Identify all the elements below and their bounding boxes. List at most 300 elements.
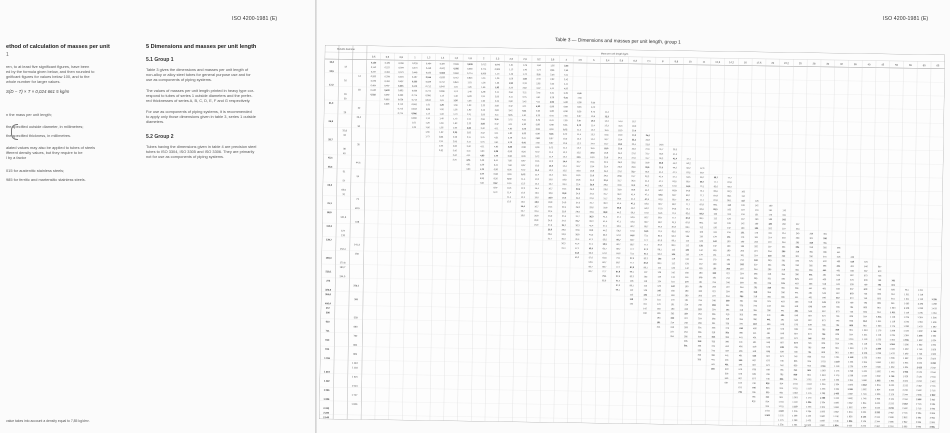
mass-value-cell: 961 (849, 329, 853, 332)
mass-value-cell: 1 118 (848, 357, 854, 360)
mass-value-cell: 33,9 (645, 166, 650, 170)
mass-value-cell: 202 (712, 286, 716, 289)
mass-value-cell: 60,7 (672, 199, 677, 202)
mass-value-cell: 1 175 (903, 307, 910, 310)
mass-value-cell: 53,5 (630, 216, 635, 219)
outside-diameter-cell: 54 (356, 176, 360, 179)
mass-value-cell: 0,660 (467, 68, 473, 71)
mass-value-cell: 227 (726, 286, 730, 289)
outside-diameter-cell: 368 (354, 299, 358, 302)
mass-value-cell: 1,01 (509, 64, 514, 67)
outside-diameter-cell: 1 219 (323, 371, 330, 374)
mass-value-cell: 18,0 (604, 148, 609, 151)
thickness-header-cell: 6,3 (633, 59, 637, 63)
mass-value-cell: 518 (766, 328, 771, 331)
mass-value-cell: 0,487 (412, 76, 418, 79)
mass-value-cell: 38,8 (631, 189, 636, 192)
para-line: ed by the formula given below, and then rounded to (6, 69, 95, 75)
mass-value-cell: 1 506 (847, 388, 853, 391)
outside-diameter-cell: 1 321 (351, 376, 358, 379)
mass-value-cell: 36,3 (659, 158, 664, 161)
mass-value-cell: 285 (781, 251, 786, 254)
mass-value-cell: 301 (698, 327, 702, 330)
mass-value-cell: 269 (795, 237, 800, 240)
mass-value-cell: 60,7 (644, 217, 649, 220)
mass-value-cell: 607 (738, 378, 743, 381)
mass-value-cell: 2,33 (494, 100, 499, 103)
mass-value-cell: 1,73 (522, 73, 527, 76)
mass-value-cell: 240 (795, 233, 800, 236)
mass-value-cell: 22,4 (548, 211, 553, 214)
mass-value-cell: 518 (822, 283, 827, 286)
mass-value-cell: 31,7 (617, 180, 622, 183)
mass-value-cell: 1,92 (481, 100, 486, 103)
mass-value-cell: 126 (727, 222, 731, 225)
mass-value-cell: 491 (724, 364, 729, 367)
outside-diameter-cell: 2 032 (323, 408, 330, 411)
mass-value-cell: 33,9 (645, 162, 650, 165)
mass-value-cell: 151 (699, 258, 703, 262)
mass-value-cell: 1 506 (917, 335, 923, 338)
outside-diameter-cell: 1 930 (351, 403, 358, 406)
mass-value-cell: 214 (698, 299, 702, 303)
mass-value-cell: 12,3 (520, 187, 526, 190)
mass-value-cell: 1,26 (495, 78, 500, 81)
mass-value-cell: 82,6 (615, 275, 621, 278)
mass-value-cell: 2,11 (495, 91, 499, 94)
mass-value-cell: 11,4 (549, 151, 554, 154)
mass-value-cell: 518 (752, 346, 757, 349)
mass-value-cell: 518 (752, 350, 757, 353)
thickness-header-cell: 11 (702, 60, 706, 64)
mass-value-cell: 105 (643, 276, 648, 279)
mass-value-cell: 1 433 (903, 330, 909, 333)
mass-value-cell: 18,0 (590, 156, 595, 160)
mass-value-cell: 4,51 (522, 119, 527, 122)
mass-value-cell: 2,82 (494, 105, 499, 108)
mass-value-cell: 1 298 (792, 415, 798, 418)
mass-value-cell: 24,0 (534, 224, 539, 227)
mass-value-cell: 31,7 (547, 238, 552, 241)
mass-value-cell: 82,6 (713, 186, 718, 189)
mass-value-cell: 0,843 (411, 108, 417, 111)
mass-value-cell: 87,8 (643, 262, 648, 265)
mass-value-cell: 126 (741, 204, 745, 207)
mass-value-cell: 19,4 (590, 161, 595, 164)
mass-value-cell: 29,6 (659, 144, 664, 147)
mass-value-cell: 22,4 (576, 188, 581, 191)
mass-value-cell: 53,5 (588, 261, 593, 264)
outside-diameter-cell: 298,5 (353, 285, 360, 288)
mass-value-cell: 785 (891, 280, 895, 283)
mass-value-cell: 4,51 (522, 114, 527, 117)
outside-diameter-cell: 219,1 (325, 271, 332, 274)
mass-value-cell: 227 (670, 331, 674, 334)
mass-value-cell: 1 011 (792, 383, 798, 386)
running-head-left: ISO 4200-1981 (E) (232, 16, 278, 22)
mass-value-cell: 1,92 (439, 131, 444, 134)
mass-value-cell: 1,26 (467, 86, 472, 89)
mass-value-cell: 961 (779, 392, 784, 395)
mass-value-cell: 0,628 (467, 63, 473, 66)
mass-value-cell: 1 582 (819, 415, 825, 418)
mass-value-cell: 961 (891, 302, 895, 306)
mass-value-cell: 2 716 (930, 390, 936, 393)
mass-value-cell: 285 (795, 242, 800, 245)
mass-value-cell: 1 662 (917, 344, 923, 347)
mass-value-cell: 68,7 (658, 217, 663, 220)
mass-value-cell: 8,97 (549, 142, 554, 145)
mass-value-cell: 20,8 (604, 157, 609, 160)
mass-value-cell: 1,13 (425, 113, 430, 116)
mass-value-cell: 191 (768, 232, 772, 235)
mass-value-cell: 16,7 (604, 143, 609, 146)
mass-value-cell: 2 852 (902, 421, 908, 424)
mass-value-cell: 2 023 (916, 367, 922, 370)
mass-value-cell: 746 (807, 338, 812, 341)
mass-value-cell: 44,2 (672, 167, 677, 170)
mass-value-cell: 269 (753, 278, 758, 281)
mass-value-cell: 1 063 (792, 397, 798, 400)
mass-value-cell: 0,448 (412, 72, 418, 75)
mass-value-cell: 15,5 (604, 129, 609, 132)
mass-value-cell: 60,7 (602, 261, 607, 265)
mass-value-cell: 2,33 (480, 105, 486, 108)
mass-value-cell: 2 023 (916, 362, 923, 365)
mass-value-cell: 546 (836, 288, 840, 291)
mass-value-cell: 2 462 (888, 412, 894, 415)
mass-value-cell: 68,7 (672, 203, 677, 206)
thickness-header-cell: 14,2 (729, 61, 734, 65)
mass-value-cell: 87,8 (685, 222, 690, 225)
mass-value-cell: 1 364 (917, 321, 923, 324)
mass-value-cell: 180 (726, 250, 731, 253)
mass-value-cell: 2 716 (916, 408, 922, 411)
mass-value-cell: 1 662 (861, 384, 867, 387)
mass-value-cell: 1 926 (874, 398, 881, 401)
mass-value-cell: 99,1 (629, 285, 634, 288)
para-line: The values of masses per unit length printed in heavy type cor- (146, 88, 255, 93)
mass-value-cell: 93,3 (713, 209, 718, 212)
mass-value-cell: 355 (767, 291, 771, 294)
mass-value-cell: 2 995 (929, 412, 936, 416)
mass-value-cell: 53,5 (644, 203, 649, 206)
mass-value-cell: 491 (808, 297, 813, 300)
mass-value-cell: 202 (726, 268, 730, 271)
mass-value-cell: 227 (768, 246, 772, 249)
mass-value-cell: 1 298 (847, 375, 854, 378)
running-head-right: ISO 4200-1981 (E) (883, 16, 929, 22)
mass-value-cell: 1 834 (889, 380, 895, 383)
mass-value-cell: 418 (822, 260, 827, 263)
outside-diameter-cell: 42,4 (327, 157, 333, 160)
mass-value-cell: 4,93 (480, 155, 485, 158)
mass-value-cell: 0,555 (384, 99, 390, 102)
mass-value-cell: 24,0 (575, 197, 580, 200)
mass-value-cell: 1,92 (550, 65, 555, 68)
mass-value-cell: 1 011 (778, 401, 784, 404)
mass-value-cell: 9,72 (493, 191, 498, 194)
mass-value-cell: 10,5 (562, 142, 568, 145)
thickness-header-cell: 4,5 (578, 58, 582, 62)
mass-value-cell: 826 (765, 383, 770, 386)
mass-value-cell: 2,82 (452, 145, 457, 148)
mass-value-cell: 607 (836, 297, 840, 300)
mass-value-cell: 5,88 (535, 124, 540, 127)
mass-value-cell: 3,11 (494, 119, 499, 122)
mass-value-cell: 126 (685, 263, 689, 266)
mass-value-cell: 4,51 (466, 159, 471, 162)
mass-value-cell: 25,8 (617, 161, 622, 165)
mass-value-cell: 53,5 (658, 199, 663, 202)
mass-value-cell: 3,42 (550, 83, 555, 86)
mass-value-cell: 202 (754, 241, 758, 244)
mass-value-cell: 99,1 (699, 217, 704, 221)
mass-value-cell: 673 (877, 270, 882, 273)
mass-value-cell: 1 834 (930, 340, 937, 343)
mass-value-cell: 2 232 (902, 385, 908, 388)
mass-value-cell: 7,60 (563, 120, 568, 123)
mass-value-cell: 27,6 (561, 215, 566, 218)
mass-value-cell: 142 (685, 267, 689, 270)
mass-value-cell: 15,5 (576, 152, 581, 155)
mass-value-cell: 0,522 (370, 94, 376, 97)
mass-value-cell: 2,56 (550, 74, 555, 77)
footnote: value takes into account a density equal to 7,85 kg/dm³. (6, 419, 90, 423)
mass-value-cell: 19,4 (618, 143, 623, 146)
mass-value-cell: 1 235 (806, 401, 812, 404)
mass-value-cell: 0,660 (411, 90, 418, 93)
mass-value-cell: 336 (711, 327, 716, 330)
mass-value-cell: 1 298 (847, 370, 854, 373)
mass-value-cell: 41,4 (575, 238, 580, 241)
mass-value-cell: 418 (795, 283, 799, 286)
mass-value-cell: 336 (781, 278, 785, 281)
mass-value-cell: 4,51 (536, 96, 541, 99)
mass-value-cell: 29,6 (561, 229, 566, 232)
mass-value-cell: 6,98 (479, 178, 484, 181)
mass-value-cell: 4,11 (466, 155, 471, 158)
mass-value-cell: 20,8 (632, 130, 637, 133)
mass-value-cell: 3,42 (466, 145, 471, 148)
mass-value-cell: 746 (835, 320, 840, 323)
mass-value-cell: 1,73 (536, 69, 541, 72)
mass-value-cell: 41,4 (575, 243, 580, 246)
para-line: ifferent density values, but they require to be (6, 150, 83, 156)
mass-value-cell: 826 (779, 378, 784, 381)
mass-value-cell: 914 (891, 298, 895, 301)
mass-value-cell: 119 (643, 280, 648, 283)
mass-value-cell: 77,7 (685, 204, 690, 207)
mass-value-cell: 1 433 (889, 348, 895, 351)
mass-value-cell: 491 (794, 310, 799, 313)
mass-value-cell: 1,92 (467, 104, 472, 107)
mass-value-cell: 285 (795, 246, 800, 249)
mass-value-cell: 41,4 (603, 220, 608, 224)
mass-value-cell: 27,6 (589, 193, 594, 196)
outside-diameter-cell: 44,5 (355, 162, 361, 165)
mass-value-cell: 869 (877, 302, 881, 305)
mass-value-cell: 73,1 (699, 190, 704, 193)
mass-value-cell: 4,51 (494, 141, 499, 144)
mass-value-cell: 466 (850, 256, 855, 259)
mass-value-cell: 151 (726, 236, 731, 239)
mass-value-cell: 8,26 (507, 169, 512, 172)
mass-value-cell: 29,6 (631, 162, 636, 165)
mass-value-cell: 4,11 (494, 128, 499, 131)
mass-value-cell: 2,56 (508, 91, 513, 94)
mass-value-cell: 2,56 (452, 136, 458, 139)
mass-value-cell: 1 235 (861, 357, 868, 360)
mass-value-cell: 240 (726, 282, 730, 285)
mass-value-cell: 441 (780, 310, 785, 313)
mass-value-cell: 50,2 (588, 252, 593, 255)
mass-value-cell: 142 (713, 240, 717, 243)
mass-value-cell: 0,712 (411, 99, 417, 102)
mass-value-cell: 355 (711, 336, 716, 339)
para-line: alated values may also be applied to tubes of steels (6, 145, 96, 150)
outside-diameter-cell: 177,8 (339, 262, 346, 265)
mass-value-cell: 1 834 (833, 425, 839, 428)
mass-value-cell: 396 (781, 292, 785, 295)
mass-value-cell: 914 (779, 383, 784, 386)
mass-value-cell: 77,7 (629, 262, 635, 265)
mass-value-cell: 0,906 (439, 90, 445, 93)
mass-value-cell: 1 298 (875, 352, 881, 355)
mass-value-cell: 126 (685, 249, 689, 252)
mass-value-cell: 1,01 (481, 77, 486, 80)
mass-value-cell: 0,906 (425, 95, 431, 98)
mass-value-cell: 202 (684, 308, 689, 311)
mass-value-cell: 3,11 (494, 114, 499, 117)
mass-value-cell: 202 (768, 228, 772, 231)
mass-value-cell: 112 (657, 267, 662, 270)
mass-value-cell: 20,8 (534, 219, 539, 222)
mass-value-cell: 29,6 (575, 211, 580, 214)
mass-value-cell: 285 (684, 340, 688, 343)
mass-value-cell: 491 (752, 337, 757, 340)
mass-value-cell: 12,3 (604, 116, 609, 119)
thickness-header-cell: 65 (936, 64, 940, 68)
mass-value-cell: 746 (780, 365, 784, 368)
mass-value-cell: 914 (849, 334, 853, 337)
outside-diameter-cell: 159 (354, 253, 359, 256)
mass-value-cell: 87,8 (727, 181, 732, 184)
mass-value-cell: 1 433 (861, 370, 867, 373)
mass-value-cell: 25,8 (589, 184, 594, 187)
mass-value-cell: 441 (739, 341, 743, 344)
mass-value-cell: 19,4 (548, 206, 553, 209)
mass-value-cell: 673 (766, 364, 770, 367)
mass-value-cell: 576 (836, 283, 840, 286)
mass-value-cell: 112 (643, 271, 648, 274)
mass-value-cell: 64,6 (658, 212, 663, 215)
dimensions-table (319, 45, 945, 429)
mass-value-cell: 709 (821, 324, 826, 327)
outside-diameter-cell: 1 727 (351, 394, 358, 397)
outside-diameter-cell: 1 118 (352, 367, 358, 370)
mass-value-cell: 1 834 (847, 411, 853, 414)
mass-value-cell: 2,33 (439, 145, 444, 148)
mass-value-cell: 1 746 (917, 348, 923, 352)
mass-value-cell: 126 (727, 218, 731, 221)
mass-value-cell: 180 (754, 227, 759, 230)
mass-value-cell: 8,26 (521, 151, 526, 154)
mass-value-cell: 1 926 (902, 371, 909, 374)
mass-value-cell: 396 (753, 319, 757, 322)
mass-value-cell: 77,7 (643, 244, 649, 247)
mass-value-cell: 2 344 (902, 398, 908, 401)
outside-diameter-cell: 914 (325, 348, 330, 351)
mass-value-cell: 8,26 (535, 147, 540, 150)
mass-value-cell: 18,0 (562, 179, 567, 182)
mass-value-cell: 576 (808, 306, 812, 309)
outside-diameter-cell: 1 422 (323, 380, 330, 383)
mass-value-cell: 19,4 (618, 139, 623, 142)
mass-value-cell: 1 298 (875, 348, 881, 351)
mass-value-cell: 36,3 (631, 180, 636, 183)
mass-value-cell: 466 (711, 368, 715, 371)
mass-value-cell: 1 926 (847, 420, 853, 423)
mass-value-cell: 160 (754, 218, 759, 221)
mass-value-cell: 68,7 (685, 199, 691, 202)
mass-value-cell: 10,5 (535, 160, 540, 163)
mass-value-cell: 375 (753, 305, 757, 308)
mass-value-cell: 0,712 (397, 103, 404, 106)
mass-value-cell: 1 118 (862, 338, 868, 342)
thickness-header-cell: 0,5 (371, 55, 376, 59)
mass-value-cell: 2 462 (916, 389, 922, 393)
mass-value-cell: 785 (752, 391, 756, 395)
mass-value-cell: 2 586 (916, 394, 922, 397)
thickness-header-cell: 3,6 (550, 58, 555, 62)
mass-value-cell: 336 (725, 323, 730, 326)
mass-value-cell: 5,88 (521, 128, 526, 131)
outside-diameter-cell: 168,3 (325, 257, 332, 260)
mass-value-cell: 4,51 (466, 164, 471, 167)
mass-value-cell: 12,3 (548, 160, 554, 163)
corner-header-label: Outside diameter (336, 47, 356, 51)
mass-value-cell: 15,5 (520, 201, 525, 204)
mass-value-cell: 5,88 (521, 133, 526, 136)
mass-value-cell: 180 (684, 295, 689, 298)
mass-value-cell: 318 (711, 332, 716, 335)
mass-value-cell: 25,8 (617, 166, 622, 169)
mass-value-cell: 87,8 (713, 199, 718, 202)
mass-value-cell: 285 (739, 291, 744, 294)
mass-value-cell: 607 (780, 342, 784, 345)
mass-value-cell: 0,628 (411, 85, 418, 88)
mass-value-cell: 191 (782, 214, 786, 217)
thickness-header-cell: 25 (798, 62, 802, 66)
mass-value-cell: 24,0 (603, 170, 608, 173)
mass-value-cell: 0,373 (398, 71, 404, 75)
mass-value-cell: 1,73 (453, 113, 458, 116)
mass-value-cell: 191 (712, 277, 717, 280)
mass-value-cell: 151 (657, 299, 661, 302)
mass-value-cell: 1 298 (917, 307, 923, 311)
mass-value-cell: 5,88 (549, 106, 554, 109)
outside-diameter-cell: 1 067 (352, 362, 358, 365)
mass-value-cell: 785 (807, 347, 812, 350)
thickness-header-cell: 3,2 (537, 58, 541, 62)
mass-value-cell: 112 (685, 245, 689, 248)
mass-value-cell: 1 746 (833, 416, 839, 419)
mass-value-cell: 227 (712, 291, 716, 294)
mass-value-cell: 0,712 (397, 108, 404, 111)
mass-value-cell: 44,2 (672, 162, 677, 165)
mass-value-cell: 0,266 (398, 62, 404, 65)
